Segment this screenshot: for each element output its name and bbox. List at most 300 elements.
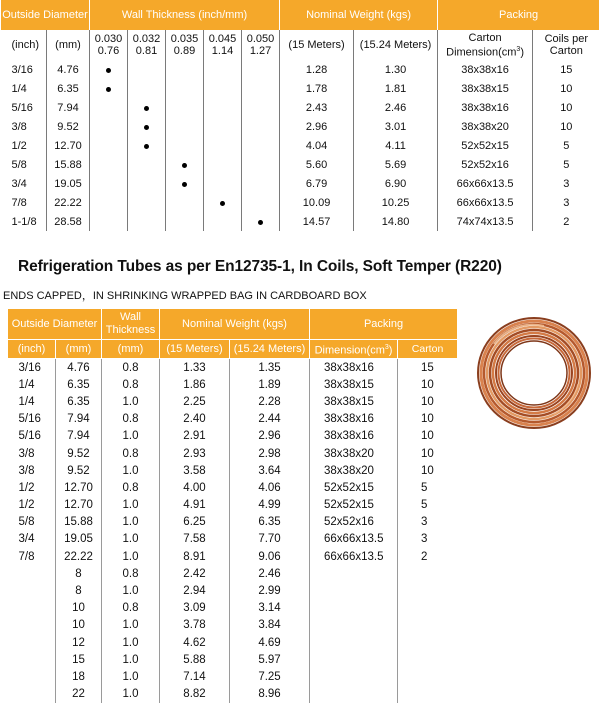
table-row bbox=[8, 445, 458, 462]
cell-mm: 12.70 bbox=[56, 479, 102, 496]
subheader-wall-0: 0.030 0.76 bbox=[90, 30, 128, 60]
cell-weight-15m: 2.42 bbox=[160, 565, 230, 582]
cell-weight-1524m: 2.46 bbox=[354, 98, 438, 117]
table-row bbox=[8, 651, 458, 668]
cell-wall-2 bbox=[166, 193, 204, 212]
cell-coils bbox=[398, 582, 458, 599]
cell-weight-1524m: 2.98 bbox=[230, 445, 310, 462]
t2-subheader-carton: $Dimension(cm^3)$ bbox=[310, 340, 398, 359]
cell-wall: 1.0 bbox=[102, 582, 160, 599]
cell-wall-3 bbox=[204, 155, 242, 174]
cell-weight-1524m: 3.14 bbox=[230, 600, 310, 617]
cell-inch: 1/2 bbox=[11, 139, 27, 152]
cell-inch: 1/4 bbox=[8, 376, 56, 393]
cell-inch bbox=[8, 686, 56, 703]
cell-weight-15m: 6.79 bbox=[280, 174, 354, 193]
cell-carton: 38x38x16 bbox=[310, 428, 398, 445]
cell-weight-15m: 8.82 bbox=[160, 686, 230, 703]
cell-coils: 5 bbox=[421, 499, 428, 512]
cell-wall-4 bbox=[242, 98, 280, 117]
cell-mm: 15.88 bbox=[56, 514, 102, 531]
cell-coils: 10 bbox=[533, 117, 599, 136]
table-row bbox=[8, 600, 458, 617]
cell-weight-1524m: 6.35 bbox=[230, 514, 310, 531]
cell-inch: 1/4 bbox=[8, 393, 56, 410]
cell-weight-15m: 4.00 bbox=[160, 479, 230, 496]
subheader-inch: (inch) bbox=[11, 39, 40, 51]
cell-carton bbox=[310, 565, 398, 582]
cell-wall-0 bbox=[90, 79, 128, 98]
cell-coils: 10 bbox=[421, 447, 434, 460]
cell-carton: 52x52x15 bbox=[310, 497, 398, 514]
cell-mm: 22 bbox=[56, 686, 102, 703]
wall-thickness-marker bbox=[144, 144, 149, 149]
table-row bbox=[8, 479, 458, 496]
cell-coils: 2 bbox=[421, 550, 428, 563]
wall-thickness-marker bbox=[220, 201, 225, 206]
specs-table-2 bbox=[7, 309, 458, 703]
cell-coils: 10 bbox=[421, 413, 434, 426]
cell-wall: 1.0 bbox=[102, 548, 160, 565]
cell-coils: 10 bbox=[421, 430, 434, 443]
table-row bbox=[8, 531, 458, 548]
cell-inch: 3/16 bbox=[8, 359, 56, 377]
wall-thickness-marker bbox=[144, 106, 149, 111]
cell-weight-15m: 7.14 bbox=[160, 668, 230, 685]
cell-mm: 15.88 bbox=[47, 155, 90, 174]
cell-wall-0 bbox=[90, 136, 128, 155]
cell-wall: 0.8 bbox=[102, 600, 160, 617]
cell-wall: 1.0 bbox=[102, 617, 160, 634]
cell-carton bbox=[310, 617, 398, 634]
cell-wall-0 bbox=[90, 193, 128, 212]
cell-weight-15m: 1.28 bbox=[280, 60, 354, 79]
cell-carton bbox=[310, 600, 398, 617]
table-row bbox=[1, 174, 599, 193]
table-row bbox=[8, 668, 458, 685]
cell-coils: 5 bbox=[533, 155, 599, 174]
cell-carton: 38x38x20 bbox=[310, 462, 398, 479]
cell-weight-15m: 1.78 bbox=[280, 79, 354, 98]
cell-wall: 1.0 bbox=[102, 497, 160, 514]
cell-coils: 3 bbox=[421, 533, 428, 546]
cell-coils: 3 bbox=[533, 193, 599, 212]
cell-weight-15m: 1.86 bbox=[160, 376, 230, 393]
table-row bbox=[1, 117, 599, 136]
cell-weight-1524m: 7.25 bbox=[230, 668, 310, 685]
cell-mm: 12.70 bbox=[56, 497, 102, 514]
cell-weight-15m: 2.96 bbox=[280, 117, 354, 136]
cell-coils: 5 bbox=[421, 481, 428, 494]
cell-coils: 10 bbox=[421, 395, 434, 408]
cell-inch bbox=[8, 600, 56, 617]
cell-carton: 52x52x15 bbox=[310, 479, 398, 496]
cell-mm: 7.94 bbox=[56, 428, 102, 445]
cell-wall-0 bbox=[90, 98, 128, 117]
cell-inch bbox=[8, 668, 56, 685]
cell-wall-4 bbox=[242, 155, 280, 174]
cell-weight-1524m: 1.81 bbox=[354, 79, 438, 98]
table-row bbox=[8, 428, 458, 445]
cell-inch bbox=[8, 634, 56, 651]
cell-weight-1524m: 14.80 bbox=[354, 212, 438, 231]
cell-weight-15m: 2.40 bbox=[160, 411, 230, 428]
subheader-carton: Carton $Dimension(cm^3)$ bbox=[438, 30, 533, 60]
section-title: Refrigeration Tubes as per En12735-1, In Coils, Soft Temper (R220) bbox=[18, 258, 502, 275]
cell-weight-15m: 1.33 bbox=[160, 359, 230, 377]
cell-wall-4 bbox=[242, 60, 280, 79]
cell-carton: 38x38x15 bbox=[310, 376, 398, 393]
cell-weight-15m: 4.91 bbox=[160, 497, 230, 514]
cell-mm: 12.70 bbox=[47, 136, 90, 155]
wall-thickness-marker bbox=[258, 220, 263, 225]
cell-wall-4 bbox=[242, 136, 280, 155]
section-subtitle: ENDS CAPPED，IN SHRINKING WRAPPED BAG IN CARDBOARD BOX bbox=[3, 290, 367, 302]
cell-inch: 3/16 bbox=[11, 63, 33, 76]
cell-weight-1524m: 4.11 bbox=[354, 136, 438, 155]
cell-coils bbox=[398, 634, 458, 651]
cell-wall-1 bbox=[128, 155, 166, 174]
cell-mm: 6.35 bbox=[47, 79, 90, 98]
cell-wall-3 bbox=[204, 117, 242, 136]
cell-weight-1524m: 1.30 bbox=[354, 60, 438, 79]
cell-wall: 0.8 bbox=[102, 479, 160, 496]
cell-wall: 0.8 bbox=[102, 359, 160, 377]
cell-weight-1524m: 2.96 bbox=[230, 428, 310, 445]
cell-mm: 9.52 bbox=[47, 117, 90, 136]
cell-wall: 1.0 bbox=[102, 686, 160, 703]
t2-subheader-wall-mm: (mm) bbox=[102, 340, 160, 359]
cell-inch: 5/8 bbox=[11, 158, 27, 171]
table-row bbox=[8, 634, 458, 651]
cell-wall: 0.8 bbox=[102, 445, 160, 462]
table-row bbox=[8, 393, 458, 410]
cell-weight-15m: 6.25 bbox=[160, 514, 230, 531]
specs-table-1 bbox=[0, 0, 599, 231]
cell-carton bbox=[310, 582, 398, 599]
table-row bbox=[1, 155, 599, 174]
t2-header-wall-thickness: Wall Thickness bbox=[102, 309, 160, 340]
cell-wall-4 bbox=[242, 193, 280, 212]
cell-inch: 1/4 bbox=[11, 82, 27, 95]
cell-weight-15m: 2.94 bbox=[160, 582, 230, 599]
cell-wall-1 bbox=[128, 117, 166, 136]
cell-inch bbox=[8, 617, 56, 634]
cell-weight-1524m: 1.89 bbox=[230, 376, 310, 393]
subheader-wall-3: 0.045 1.14 bbox=[204, 30, 242, 60]
cell-wall-3 bbox=[204, 174, 242, 193]
wall-thickness-marker bbox=[182, 182, 187, 187]
wall-thickness-marker bbox=[106, 68, 111, 73]
cell-wall-2 bbox=[166, 60, 204, 79]
table-row bbox=[8, 617, 458, 634]
cell-carton bbox=[310, 686, 398, 703]
cell-coils: 3 bbox=[533, 174, 599, 193]
cell-wall: 0.8 bbox=[102, 411, 160, 428]
cell-wall-0 bbox=[90, 155, 128, 174]
cell-weight-1524m: 3.64 bbox=[230, 462, 310, 479]
cell-carton: 38x38x16 bbox=[310, 411, 398, 428]
cell-weight-15m: 2.91 bbox=[160, 428, 230, 445]
cell-carton: 52x52x15 bbox=[438, 136, 533, 155]
cell-wall-4 bbox=[242, 79, 280, 98]
cell-carton: 38x38x20 bbox=[438, 117, 533, 136]
cell-wall-2 bbox=[166, 212, 204, 231]
header-outside-diameter: Outside Diameter bbox=[1, 0, 90, 30]
cell-mm: 12 bbox=[56, 634, 102, 651]
cell-weight-15m: 4.62 bbox=[160, 634, 230, 651]
cell-carton: 38x38x15 bbox=[438, 79, 533, 98]
cell-weight-15m: 10.09 bbox=[280, 193, 354, 212]
cell-inch: 5/16 bbox=[8, 411, 56, 428]
cell-weight-1524m: 10.25 bbox=[354, 193, 438, 212]
subheader-1524m: (15.24 Meters) bbox=[354, 30, 438, 60]
cell-carton: 66x66x13.5 bbox=[310, 548, 398, 565]
cell-wall-2 bbox=[166, 117, 204, 136]
cell-inch: 3/8 bbox=[11, 120, 27, 133]
header-wall-thickness: Wall Thickness (inch/mm) bbox=[90, 0, 280, 30]
cell-mm: 19.05 bbox=[56, 531, 102, 548]
cell-mm: 6.35 bbox=[56, 376, 102, 393]
cell-mm: 9.52 bbox=[56, 462, 102, 479]
cell-wall-0 bbox=[90, 174, 128, 193]
cell-weight-15m: 5.88 bbox=[160, 651, 230, 668]
cell-weight-1524m: 1.35 bbox=[230, 359, 310, 377]
cell-weight-15m: 8.91 bbox=[160, 548, 230, 565]
cell-inch bbox=[8, 565, 56, 582]
cell-wall-1 bbox=[128, 136, 166, 155]
cell-weight-1524m: 8.96 bbox=[230, 686, 310, 703]
cell-wall-2 bbox=[166, 79, 204, 98]
subheader-wall-1: 0.032 0.81 bbox=[128, 30, 166, 60]
table-row bbox=[8, 565, 458, 582]
cell-inch: 1-1/8 bbox=[11, 215, 37, 228]
cell-wall: 1.0 bbox=[102, 668, 160, 685]
cell-coils: 2 bbox=[533, 212, 599, 231]
cell-coils: 3 bbox=[421, 516, 428, 529]
cell-weight-15m: 2.43 bbox=[280, 98, 354, 117]
cell-coils bbox=[398, 651, 458, 668]
cell-weight-1524m: 4.69 bbox=[230, 634, 310, 651]
cell-wall-4 bbox=[242, 174, 280, 193]
cell-wall: 1.0 bbox=[102, 514, 160, 531]
cell-wall-3 bbox=[204, 212, 242, 231]
cell-wall-3 bbox=[204, 79, 242, 98]
cell-weight-15m: 3.09 bbox=[160, 600, 230, 617]
cell-carton: 66x66x13.5 bbox=[438, 193, 533, 212]
cell-wall: 1.0 bbox=[102, 462, 160, 479]
cell-inch bbox=[8, 651, 56, 668]
cell-mm: 8 bbox=[56, 565, 102, 582]
cell-carton bbox=[310, 634, 398, 651]
cell-wall-1 bbox=[128, 174, 166, 193]
cell-wall-2 bbox=[166, 155, 204, 174]
table-row bbox=[1, 212, 599, 231]
t2-subheader-1524m: (15.24 Meters) bbox=[230, 340, 310, 359]
cell-mm: 4.76 bbox=[47, 60, 90, 79]
table-row bbox=[8, 582, 458, 599]
cell-inch: 7/8 bbox=[11, 196, 27, 209]
t2-header-nominal-weight: Nominal Weight (kgs) bbox=[160, 309, 310, 340]
cell-weight-1524m: 7.70 bbox=[230, 531, 310, 548]
table-row bbox=[1, 60, 599, 79]
cell-carton: 38x38x16 bbox=[438, 60, 533, 79]
cell-weight-1524m: 3.01 bbox=[354, 117, 438, 136]
cell-wall-2 bbox=[166, 174, 204, 193]
cell-inch: 5/16 bbox=[11, 101, 33, 114]
cell-inch: 1/2 bbox=[8, 497, 56, 514]
cell-wall-4 bbox=[242, 117, 280, 136]
cell-mm: 7.94 bbox=[47, 98, 90, 117]
table-row bbox=[1, 136, 599, 155]
cell-mm: 15 bbox=[56, 651, 102, 668]
cell-wall-3 bbox=[204, 60, 242, 79]
cell-weight-15m: 2.25 bbox=[160, 393, 230, 410]
cell-coils: 15 bbox=[421, 361, 434, 374]
cell-weight-15m: 14.57 bbox=[280, 212, 354, 231]
cell-carton: 52x52x16 bbox=[438, 155, 533, 174]
cell-coils bbox=[398, 565, 458, 582]
cell-wall-0 bbox=[90, 117, 128, 136]
t2-subheader-coils: Carton bbox=[398, 340, 458, 359]
cell-coils bbox=[398, 617, 458, 634]
cell-weight-1524m: 6.90 bbox=[354, 174, 438, 193]
cell-coils bbox=[398, 600, 458, 617]
cell-mm: 18 bbox=[56, 668, 102, 685]
cell-wall: 0.8 bbox=[102, 376, 160, 393]
cell-weight-1524m: 2.28 bbox=[230, 393, 310, 410]
cell-weight-1524m: 4.06 bbox=[230, 479, 310, 496]
cell-coils: 10 bbox=[421, 464, 434, 477]
wall-thickness-marker bbox=[182, 163, 187, 168]
table-row bbox=[1, 79, 599, 98]
cell-mm: 10 bbox=[56, 617, 102, 634]
subheader-wall-2: 0.035 0.89 bbox=[166, 30, 204, 60]
table-row bbox=[8, 359, 458, 377]
cell-mm: 10 bbox=[56, 600, 102, 617]
subheader-coils: Coils per Carton bbox=[533, 30, 599, 60]
cell-inch: 3/8 bbox=[8, 462, 56, 479]
table-row bbox=[1, 193, 599, 212]
t2-header-packing: Packing bbox=[310, 309, 458, 340]
cell-mm: 22.22 bbox=[56, 548, 102, 565]
cell-mm: 9.52 bbox=[56, 445, 102, 462]
cell-weight-15m: 5.60 bbox=[280, 155, 354, 174]
cell-wall: 1.0 bbox=[102, 393, 160, 410]
t2-subheader-15m: (15 Meters) bbox=[160, 340, 230, 359]
cell-weight-15m: 7.58 bbox=[160, 531, 230, 548]
table-row bbox=[8, 514, 458, 531]
cell-coils bbox=[398, 668, 458, 685]
cell-weight-1524m: 2.99 bbox=[230, 582, 310, 599]
cell-carton: 52x52x16 bbox=[310, 514, 398, 531]
cell-carton: 66x66x13.5 bbox=[310, 531, 398, 548]
cell-weight-15m: 2.93 bbox=[160, 445, 230, 462]
cell-wall-1 bbox=[128, 60, 166, 79]
cell-carton: 38x38x15 bbox=[310, 393, 398, 410]
cell-carton: 74x74x13.5 bbox=[438, 212, 533, 231]
cell-weight-1524m: 9.06 bbox=[230, 548, 310, 565]
cell-wall-3 bbox=[204, 136, 242, 155]
subheader-15m: (15 Meters) bbox=[280, 30, 354, 60]
table-row bbox=[8, 686, 458, 703]
cell-wall-0 bbox=[90, 60, 128, 79]
cell-wall-0 bbox=[90, 212, 128, 231]
cell-carton bbox=[310, 651, 398, 668]
header-packing: Packing bbox=[438, 0, 599, 30]
cell-carton: 38x38x20 bbox=[310, 445, 398, 462]
cell-mm: 4.76 bbox=[56, 359, 102, 377]
t2-subheader-inch: (inch) bbox=[8, 340, 56, 359]
cell-carton: 38x38x16 bbox=[310, 359, 398, 377]
cell-coils: 5 bbox=[533, 136, 599, 155]
cell-coils: 15 bbox=[533, 60, 599, 79]
cell-weight-15m: 3.78 bbox=[160, 617, 230, 634]
cell-carton: 66x66x13.5 bbox=[438, 174, 533, 193]
cell-mm: 7.94 bbox=[56, 411, 102, 428]
table-row bbox=[8, 497, 458, 514]
cell-carton: 38x38x16 bbox=[438, 98, 533, 117]
cell-weight-1524m: 2.46 bbox=[230, 565, 310, 582]
table-row bbox=[8, 548, 458, 565]
cell-weight-15m: 3.58 bbox=[160, 462, 230, 479]
wall-thickness-marker bbox=[144, 125, 149, 130]
cell-coils: 10 bbox=[533, 98, 599, 117]
cell-carton bbox=[310, 668, 398, 685]
cell-inch: 5/8 bbox=[8, 514, 56, 531]
subheader-mm: (mm) bbox=[47, 30, 90, 60]
cell-wall-3 bbox=[204, 98, 242, 117]
cell-weight-15m: 4.04 bbox=[280, 136, 354, 155]
cell-wall-4 bbox=[242, 212, 280, 231]
cell-inch: 1/2 bbox=[8, 479, 56, 496]
cell-weight-1524m: 4.99 bbox=[230, 497, 310, 514]
cell-inch: 3/4 bbox=[11, 177, 27, 190]
cell-weight-1524m: 5.97 bbox=[230, 651, 310, 668]
cell-wall-1 bbox=[128, 212, 166, 231]
t2-header-outside-diameter: Outside Diameter bbox=[8, 309, 102, 340]
cell-wall-1 bbox=[128, 79, 166, 98]
cell-wall: 1.0 bbox=[102, 651, 160, 668]
cell-wall: 1.0 bbox=[102, 428, 160, 445]
table-row bbox=[1, 98, 599, 117]
cell-inch: 7/8 bbox=[8, 548, 56, 565]
cell-weight-1524m: 5.69 bbox=[354, 155, 438, 174]
cell-mm: 6.35 bbox=[56, 393, 102, 410]
cell-inch bbox=[8, 582, 56, 599]
subheader-wall-4: 0.050 1.27 bbox=[242, 30, 280, 60]
cell-wall-2 bbox=[166, 136, 204, 155]
cell-wall-1 bbox=[128, 98, 166, 117]
cell-wall: 0.8 bbox=[102, 565, 160, 582]
wall-thickness-marker bbox=[106, 87, 111, 92]
header-nominal-weight: Nominal Weight (kgs) bbox=[280, 0, 438, 30]
table-row bbox=[8, 411, 458, 428]
copper-coil-image bbox=[474, 314, 594, 432]
table-row bbox=[8, 462, 458, 479]
table-row bbox=[8, 376, 458, 393]
cell-inch: 3/4 bbox=[8, 531, 56, 548]
cell-mm: 8 bbox=[56, 582, 102, 599]
cell-coils: 10 bbox=[533, 79, 599, 98]
cell-coils bbox=[398, 686, 458, 703]
cell-wall: 1.0 bbox=[102, 634, 160, 651]
cell-wall: 1.0 bbox=[102, 531, 160, 548]
cell-inch: 5/16 bbox=[8, 428, 56, 445]
cell-coils: 10 bbox=[421, 378, 434, 391]
t2-subheader-mm: (mm) bbox=[56, 340, 102, 359]
cell-mm: 22.22 bbox=[47, 193, 90, 212]
